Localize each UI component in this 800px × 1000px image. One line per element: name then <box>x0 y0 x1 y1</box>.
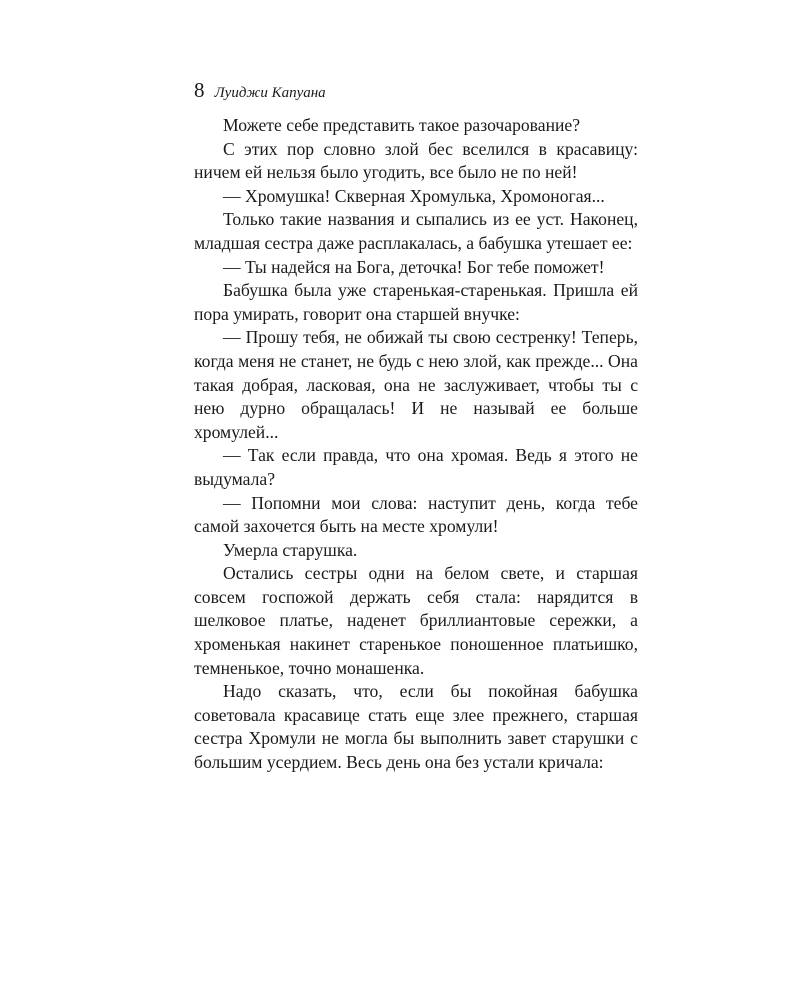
paragraph: — Попомни мои слова: наступит день, когда тебе самой захочется быть на месте хромули! <box>194 492 638 537</box>
paragraph: Умерла старушка. <box>223 539 358 560</box>
page-number: 8 <box>194 78 205 102</box>
body-text <box>194 114 638 775</box>
paragraph: — Так если правда, что она хромая. Ведь я этого не выдумала? <box>194 445 638 489</box>
paragraph: Только такие названия и сыпались из ее уст. Наконец, младшая сестра даже расплакалась, а бабушка утешает ее: <box>194 209 638 253</box>
paragraph: Остались сестры одни на белом свете, и старшая совсем госпожой держать себя стала: нарядится в шелковое платье, наденет бриллиантовые сережки, а хроменькая накинет старенькое поношенное платьишко, темненькое, точно монашенка. <box>194 563 638 678</box>
paragraph: Бабушка была уже старенькая-старенькая. Пришла ей пора умирать, говорит она старшей внучке: <box>194 280 638 324</box>
paragraph: С этих пор словно злой бес вселился в красавицу: ничем ей нельзя было угодить, все было не по ней! <box>194 138 638 183</box>
paragraph: — Прошу тебя, не обижай ты свою сестренку! Теперь, когда меня не станет, не будь с нею злой, как прежде... Она такая добрая, ласковая, она не заслуживает, чтобы ты с нею дурно обращалась! И не называй ее больше хромулей... <box>194 327 638 442</box>
author-name: Луиджи Капуана <box>214 85 326 101</box>
paragraph: — Ты надейся на Бога, деточка! Бог тебе поможет! <box>223 256 605 277</box>
book-page <box>194 80 638 775</box>
running-header <box>194 80 638 104</box>
paragraph: Можете себе представить такое разочарование? <box>223 115 581 135</box>
paragraph: Надо сказать, что, если бы покойная бабушка советовала красавице стать еще злее прежнего, старшая сестра Хромули не могла бы выполнить завет старушки с большим усердием. Весь день она без устали кричала: <box>194 681 638 773</box>
paragraph: — Хромушка! Скверная Хромулька, Хромоногая... <box>223 185 605 206</box>
